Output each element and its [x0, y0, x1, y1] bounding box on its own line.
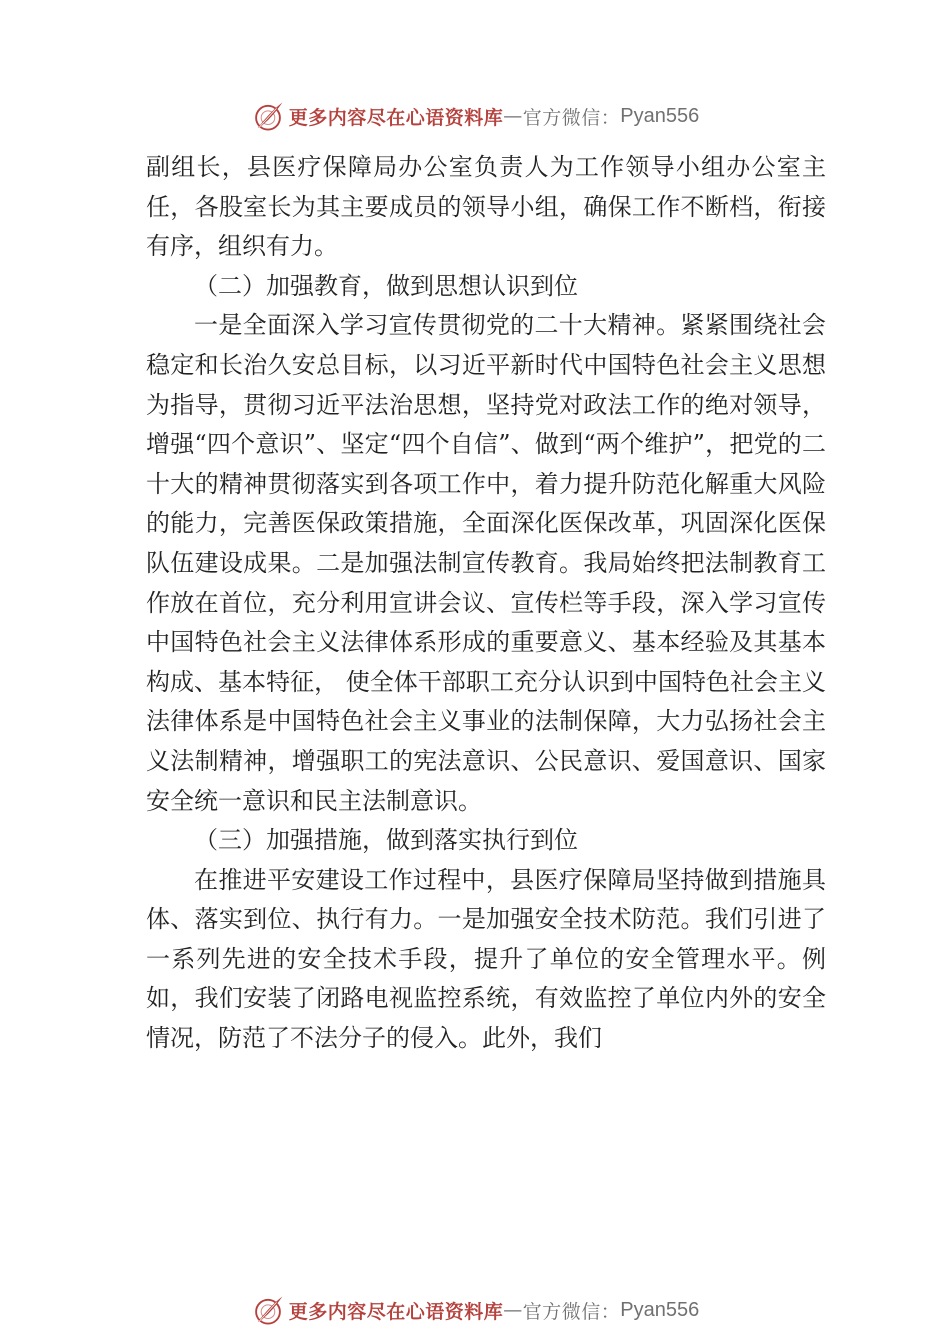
watermark-official-label: 官方微信：: [522, 1300, 621, 1323]
header-watermark: [0, 96, 950, 136]
quill-logo-icon: [251, 99, 285, 133]
footer-watermark: [0, 1290, 950, 1330]
section-heading-measures: （三）加强措施，做到落实执行到位: [194, 826, 578, 855]
paragraph-leadership-group: 副组长，县医疗保障局办公室负责人为工作领导小组办公室主任，各股室长为其主要成员的领导小组，确保工作不断档，衔接有序，组织有力。: [146, 153, 826, 261]
watermark-dash: —: [503, 1299, 523, 1321]
watermark-brand-text: 更多内容尽在心语资料库: [288, 106, 504, 129]
watermark-wechat-id: Pyan556: [620, 1298, 700, 1321]
paragraph-measures: 在推进平安建设工作过程中，县医疗保障局坚持做到措施具体、落实到位、执行有力。一是加强安全技术防范。我们引进了一系列先进的安全技术手段，提升了单位的安全管理水平。例如，我们安装了闭路电视监控系统，有效监控了单位内外的安全情况，防范了不法分子的侵入。此外，我们: [146, 865, 826, 1053]
watermark-official-label: 官方微信：: [522, 106, 621, 129]
watermark-dash: —: [503, 105, 523, 127]
watermark-wechat-id: Pyan556: [620, 104, 700, 127]
watermark-brand-text: 更多内容尽在心语资料库: [288, 1300, 504, 1323]
section-heading-education: （二）加强教育，做到思想认识到位: [194, 271, 578, 300]
document-body: [146, 148, 826, 1059]
paragraph-education: 一是全面深入学习宣传贯彻党的二十大精神。紧紧围绕社会稳定和长治久安总目标，以习近平新时代中国特色社会主义思想为指导，贯彻习近平法治思想，坚持党对政法工作的绝对领导，增强“四个意识”、坚定“四个自信”、做到“两个维护”，把党的二十大的精神贯彻落实到各项工作中，着力提升防范化解重大风险的能力，完善医保政策措施，全面深化医保改革，巩固深化医保队伍建设成果。二是加强法制宣传教育。我局始终把法制教育工作放在首位，充分利用宣讲会议、宣传栏等手段，深入学习宣传中国特色社会主义法律体系形成的重要意义、基本经验及其基本构成、基本特征， 使全体干部职工充分认识到中国特色社会主义法律体系是中国特色社会主义事业的法制保障，大力弘扬社会主义法制精神，增强职工的宪法意识、公民意识、爱国意识、国家安全统一意识和民主法制意识。: [146, 311, 826, 815]
quill-logo-icon: [251, 1293, 285, 1327]
